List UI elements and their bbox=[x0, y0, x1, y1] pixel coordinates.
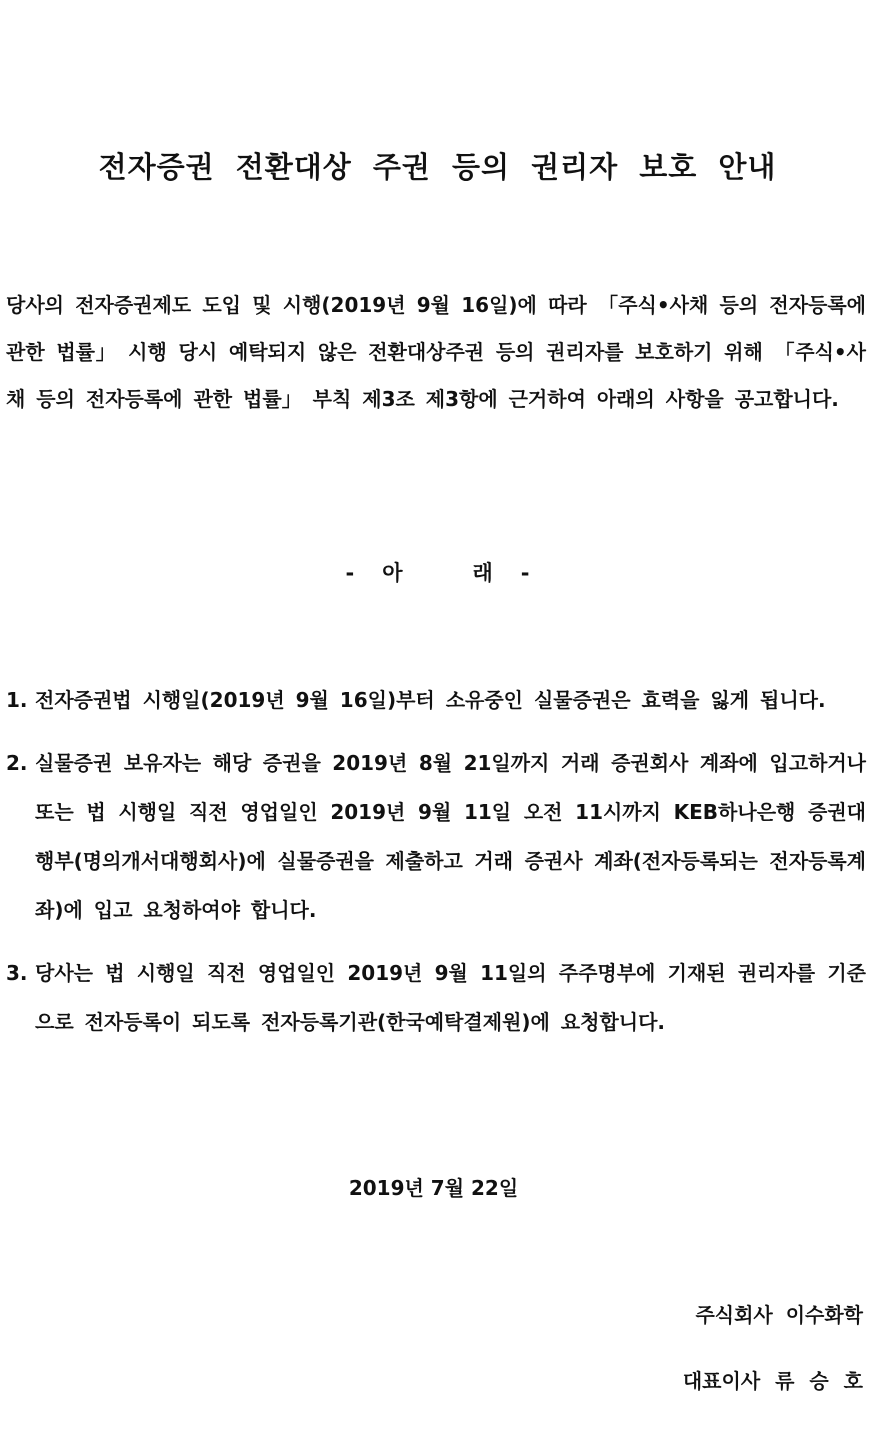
item-number: 1. bbox=[6, 688, 28, 712]
item-number: 2. bbox=[6, 751, 28, 775]
list-item bbox=[6, 739, 866, 935]
section-heading bbox=[0, 555, 875, 591]
list-item bbox=[6, 676, 866, 725]
item-text: 당사는 법 시행일 직전 영업일인 2019년 9월 11일의 주주명부에 기재된 권리자를 기준으로 전자등록이 되도록 전자등록기관(한국예탁결제원)에 요청합니다. bbox=[35, 961, 866, 1034]
heading-word-2: 래 bbox=[472, 561, 493, 585]
item-number: 3. bbox=[6, 961, 28, 985]
list-item bbox=[6, 949, 866, 1047]
heading-dash-left: - bbox=[345, 561, 355, 585]
item-text: 실물증권 보유자는 해당 증권을 2019년 8월 21일까지 거래 증권회사 계좌에 입고하거나 또는 법 시행일 직전 영업일인 2019년 9월 11일 오전 11시까지 KEB하나은행 증권대행부(명의개서대행회사)에 실물증권을 제출하고 거래 증권사 계좌(전자등록되는 전자등록계좌)에 입고 요청하여야 합니다. bbox=[35, 751, 866, 922]
heading-dash-right: - bbox=[520, 561, 530, 585]
ceo-name: 대표이사 류 승 호 bbox=[682, 1369, 863, 1393]
heading-word-1: 아 bbox=[382, 561, 403, 585]
company-name: 주식회사 이수화학 bbox=[695, 1303, 863, 1327]
notice-list bbox=[6, 676, 866, 1061]
intro-paragraph: 당사의 전자증권제도 도입 및 시행(2019년 9월 16일)에 따라 「주식•사채 등의 전자등록에 관한 법률」 시행 당시 예탁되지 않은 전환대상주권 등의 권리자를 보호하기 위해 「주식•사채 등의 전자등록에 관한 법률」 부칙 제3조 제3항에 근거하여 아래의 사항을 공고합니다. bbox=[6, 293, 866, 411]
item-text: 전자증권법 시행일(2019년 9월 16일)부터 소유중인 실물증권은 효력을 잃게 됩니다. bbox=[35, 688, 826, 712]
notice-date: 2019년 7월 22일 bbox=[348, 1176, 519, 1200]
document-title: 전자증권 전환대상 주권 등의 권리자 보호 안내 bbox=[98, 150, 777, 184]
